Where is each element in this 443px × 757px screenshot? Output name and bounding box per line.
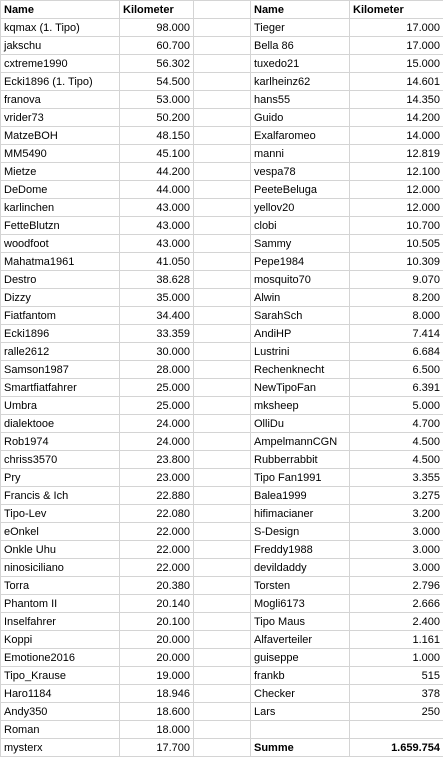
cell-km-right[interactable]: 6.684 xyxy=(350,343,443,361)
spacer-cell[interactable] xyxy=(194,649,251,667)
cell-name-right[interactable]: AmpelmannCGN xyxy=(251,433,350,451)
spacer-cell[interactable] xyxy=(194,127,251,145)
cell-name-right[interactable]: Tipo Fan1991 xyxy=(251,469,350,487)
cell-name-right[interactable]: Freddy1988 xyxy=(251,541,350,559)
spacer-cell[interactable] xyxy=(194,523,251,541)
spacer-cell[interactable] xyxy=(194,55,251,73)
cell-km-left[interactable]: 43.000 xyxy=(120,199,194,217)
spacer-cell[interactable] xyxy=(194,235,251,253)
spacer-cell[interactable] xyxy=(194,667,251,685)
table-row xyxy=(1,721,443,739)
table-row xyxy=(1,415,443,433)
cell-km-left[interactable]: 54.500 xyxy=(120,73,194,91)
cell-name-left[interactable]: Dizzy xyxy=(1,289,120,307)
cell-km-right[interactable]: 14.601 xyxy=(350,73,443,91)
cell-km-right[interactable]: 6.391 xyxy=(350,379,443,397)
cell-name-left[interactable]: mysterx xyxy=(1,739,120,757)
spacer-cell[interactable] xyxy=(194,217,251,235)
cell-name-left[interactable]: franova xyxy=(1,91,120,109)
spacer-cell[interactable] xyxy=(194,73,251,91)
cell-km-left[interactable]: 18.000 xyxy=(120,721,194,739)
spacer-cell[interactable] xyxy=(194,91,251,109)
cell-name-right[interactable] xyxy=(251,721,350,739)
cell-km-left[interactable]: 45.100 xyxy=(120,145,194,163)
spacer-cell[interactable] xyxy=(194,451,251,469)
header-row xyxy=(1,1,443,19)
cell-name-right[interactable]: mosquito70 xyxy=(251,271,350,289)
cell-km-left[interactable]: 18.946 xyxy=(120,685,194,703)
cell-name-right[interactable]: Tipo Maus xyxy=(251,613,350,631)
cell-km-left[interactable]: 20.000 xyxy=(120,631,194,649)
cell-name-left[interactable]: cxtreme1990 xyxy=(1,55,120,73)
cell-name-right[interactable]: Sammy xyxy=(251,235,350,253)
spacer-cell[interactable] xyxy=(194,253,251,271)
cell-name-left[interactable]: eOnkel xyxy=(1,523,120,541)
spacer-cell[interactable] xyxy=(194,271,251,289)
table-row xyxy=(1,703,443,721)
cell-name-left[interactable]: Smartfiatfahrer xyxy=(1,379,120,397)
cell-km-right[interactable]: 250 xyxy=(350,703,443,721)
cell-km-right[interactable]: 9.070 xyxy=(350,271,443,289)
cell-name-left[interactable]: woodfoot xyxy=(1,235,120,253)
cell-name-right[interactable]: yellov20 xyxy=(251,199,350,217)
spacer-cell[interactable] xyxy=(194,397,251,415)
cell-name-left[interactable]: DeDome xyxy=(1,181,120,199)
cell-km-right[interactable]: 3.000 xyxy=(350,523,443,541)
cell-km-right[interactable]: 2.796 xyxy=(350,577,443,595)
cell-km-left[interactable]: 20.140 xyxy=(120,595,194,613)
cell-km-right[interactable]: 3.200 xyxy=(350,505,443,523)
cell-name-left[interactable]: ralle2612 xyxy=(1,343,120,361)
cell-km-right[interactable]: 10.700 xyxy=(350,217,443,235)
spacer-cell[interactable] xyxy=(194,505,251,523)
table-row xyxy=(1,343,443,361)
table-row xyxy=(1,613,443,631)
cell-km-left[interactable]: 38.628 xyxy=(120,271,194,289)
cell-name-left[interactable]: Fiatfantom xyxy=(1,307,120,325)
cell-name-right[interactable]: Lustrini xyxy=(251,343,350,361)
cell-km-left[interactable]: 22.000 xyxy=(120,541,194,559)
table-row xyxy=(1,685,443,703)
cell-km-left[interactable]: 35.000 xyxy=(120,289,194,307)
cell-name-right[interactable]: Rubberrabbit xyxy=(251,451,350,469)
cell-km-left[interactable]: 24.000 xyxy=(120,415,194,433)
cell-name-left[interactable]: Destro xyxy=(1,271,120,289)
cell-name-right[interactable]: clobi xyxy=(251,217,350,235)
cell-km-right[interactable]: 515 xyxy=(350,667,443,685)
spacer-cell[interactable] xyxy=(194,685,251,703)
cell-km-right[interactable]: 12.000 xyxy=(350,199,443,217)
cell-km-left[interactable]: 34.400 xyxy=(120,307,194,325)
cell-km-right[interactable]: 17.000 xyxy=(350,37,443,55)
cell-name-right[interactable]: Mogli6173 xyxy=(251,595,350,613)
table-row xyxy=(1,541,443,559)
spacer-cell[interactable] xyxy=(194,577,251,595)
cell-name-left[interactable]: Ecki1896 (1. Tipo) xyxy=(1,73,120,91)
sum-label[interactable]: Summe xyxy=(251,739,350,757)
table-row xyxy=(1,127,443,145)
header-name-left[interactable]: Name xyxy=(1,1,120,19)
cell-km-right[interactable]: 10.505 xyxy=(350,235,443,253)
cell-name-left[interactable]: Andy350 xyxy=(1,703,120,721)
cell-name-right[interactable]: tuxedo21 xyxy=(251,55,350,73)
cell-name-left[interactable]: Tipo_Krause xyxy=(1,667,120,685)
spacer-cell[interactable] xyxy=(194,289,251,307)
cell-name-left[interactable]: MatzeBOH xyxy=(1,127,120,145)
cell-km-left[interactable]: 53.000 xyxy=(120,91,194,109)
cell-km-left[interactable]: 25.000 xyxy=(120,379,194,397)
cell-name-right[interactable]: Lars xyxy=(251,703,350,721)
cell-name-left[interactable]: Ecki1896 xyxy=(1,325,120,343)
table-row xyxy=(1,235,443,253)
cell-name-left[interactable]: jakschu xyxy=(1,37,120,55)
cell-km-left[interactable]: 25.000 xyxy=(120,397,194,415)
spacer-cell[interactable] xyxy=(194,37,251,55)
cell-name-right[interactable]: Checker xyxy=(251,685,350,703)
cell-name-left[interactable]: chriss3570 xyxy=(1,451,120,469)
spacer-cell[interactable] xyxy=(194,361,251,379)
cell-name-right[interactable]: Guido xyxy=(251,109,350,127)
cell-km-right[interactable]: 4.500 xyxy=(350,433,443,451)
cell-name-right[interactable]: Bella 86 xyxy=(251,37,350,55)
cell-km-right[interactable]: 7.414 xyxy=(350,325,443,343)
spacer-cell[interactable] xyxy=(194,613,251,631)
cell-name-left[interactable]: Haro1184 xyxy=(1,685,120,703)
header-km-right[interactable]: Kilometer xyxy=(350,1,443,19)
cell-km-right[interactable]: 14.350 xyxy=(350,91,443,109)
cell-km-right[interactable]: 12.100 xyxy=(350,163,443,181)
cell-name-left[interactable]: vrider73 xyxy=(1,109,120,127)
table-row xyxy=(1,217,443,235)
cell-km-left[interactable]: 22.880 xyxy=(120,487,194,505)
table-row xyxy=(1,379,443,397)
cell-name-left[interactable]: Tipo-Lev xyxy=(1,505,120,523)
cell-km-right[interactable]: 14.000 xyxy=(350,127,443,145)
table-row xyxy=(1,73,443,91)
cell-name-right[interactable]: AndiHP xyxy=(251,325,350,343)
spacer-cell[interactable] xyxy=(194,181,251,199)
table-row xyxy=(1,487,443,505)
table-row xyxy=(1,361,443,379)
cell-name-left[interactable]: Emotione2016 xyxy=(1,649,120,667)
cell-name-left[interactable]: FetteBlutzn xyxy=(1,217,120,235)
spacer-cell[interactable] xyxy=(194,415,251,433)
cell-km-left[interactable]: 33.359 xyxy=(120,325,194,343)
cell-name-right[interactable]: Rechenknecht xyxy=(251,361,350,379)
cell-km-left[interactable]: 18.600 xyxy=(120,703,194,721)
table-row xyxy=(1,55,443,73)
cell-name-right[interactable]: Tieger xyxy=(251,19,350,37)
cell-km-left[interactable]: 56.302 xyxy=(120,55,194,73)
cell-km-right[interactable]: 3.355 xyxy=(350,469,443,487)
cell-name-right[interactable]: Alfaverteiler xyxy=(251,631,350,649)
cell-km-left[interactable]: 28.000 xyxy=(120,361,194,379)
cell-name-right[interactable]: Balea1999 xyxy=(251,487,350,505)
summary-row xyxy=(1,739,443,757)
spacer-cell[interactable] xyxy=(194,1,251,19)
table-row xyxy=(1,181,443,199)
cell-name-right[interactable]: vespa78 xyxy=(251,163,350,181)
cell-km-left[interactable]: 44.000 xyxy=(120,181,194,199)
cell-km-left[interactable]: 23.000 xyxy=(120,469,194,487)
spacer-cell[interactable] xyxy=(194,325,251,343)
spacer-cell[interactable] xyxy=(194,559,251,577)
cell-km-left[interactable]: 22.000 xyxy=(120,523,194,541)
spacer-cell[interactable] xyxy=(194,379,251,397)
cell-km-left[interactable]: 19.000 xyxy=(120,667,194,685)
cell-name-left[interactable]: karlinchen xyxy=(1,199,120,217)
cell-name-right[interactable]: manni xyxy=(251,145,350,163)
cell-km-right[interactable]: 3.000 xyxy=(350,559,443,577)
cell-name-left[interactable]: Rob1974 xyxy=(1,433,120,451)
cell-name-left[interactable]: dialektooe xyxy=(1,415,120,433)
table-row xyxy=(1,325,443,343)
spacer-cell[interactable] xyxy=(194,703,251,721)
cell-name-left[interactable]: Onkle Uhu xyxy=(1,541,120,559)
cell-km-right[interactable]: 17.000 xyxy=(350,19,443,37)
table-row xyxy=(1,163,443,181)
cell-name-left[interactable]: MM5490 xyxy=(1,145,120,163)
spacer-cell[interactable] xyxy=(194,469,251,487)
cell-name-right[interactable]: OlliDu xyxy=(251,415,350,433)
cell-km-left[interactable]: 17.700 xyxy=(120,739,194,757)
cell-km-left[interactable]: 30.000 xyxy=(120,343,194,361)
table-row xyxy=(1,505,443,523)
cell-name-left[interactable]: Pry xyxy=(1,469,120,487)
cell-name-left[interactable]: ninosiciliano xyxy=(1,559,120,577)
table-row xyxy=(1,91,443,109)
spacer-cell[interactable] xyxy=(194,307,251,325)
cell-km-left[interactable]: 22.080 xyxy=(120,505,194,523)
cell-km-left[interactable]: 44.200 xyxy=(120,163,194,181)
table-row xyxy=(1,145,443,163)
table-row xyxy=(1,523,443,541)
spacer-cell[interactable] xyxy=(194,199,251,217)
cell-name-right[interactable]: S-Design xyxy=(251,523,350,541)
spacer-cell[interactable] xyxy=(194,343,251,361)
spacer-cell[interactable] xyxy=(194,541,251,559)
cell-name-right[interactable]: SarahSch xyxy=(251,307,350,325)
cell-name-right[interactable]: guiseppe xyxy=(251,649,350,667)
table-row xyxy=(1,307,443,325)
cell-km-left[interactable]: 50.200 xyxy=(120,109,194,127)
cell-name-right[interactable]: NewTipoFan xyxy=(251,379,350,397)
table-row xyxy=(1,253,443,271)
cell-name-right[interactable]: Exalfaromeo xyxy=(251,127,350,145)
cell-km-right[interactable] xyxy=(350,721,443,739)
table-row xyxy=(1,397,443,415)
cell-km-right[interactable]: 1.161 xyxy=(350,631,443,649)
header-name-right[interactable]: Name xyxy=(251,1,350,19)
cell-km-left[interactable]: 24.000 xyxy=(120,433,194,451)
cell-km-left[interactable]: 20.100 xyxy=(120,613,194,631)
cell-km-right[interactable]: 3.000 xyxy=(350,541,443,559)
cell-km-left[interactable]: 20.000 xyxy=(120,649,194,667)
cell-name-right[interactable]: frankb xyxy=(251,667,350,685)
spacer-cell[interactable] xyxy=(194,109,251,127)
cell-km-left[interactable]: 48.150 xyxy=(120,127,194,145)
table-row xyxy=(1,577,443,595)
cell-km-right[interactable]: 2.666 xyxy=(350,595,443,613)
cell-name-left[interactable]: Mahatma1961 xyxy=(1,253,120,271)
table-row xyxy=(1,559,443,577)
cell-name-left[interactable]: Samson1987 xyxy=(1,361,120,379)
cell-km-right[interactable]: 14.200 xyxy=(350,109,443,127)
cell-km-right[interactable]: 4.500 xyxy=(350,451,443,469)
cell-km-right[interactable]: 6.500 xyxy=(350,361,443,379)
cell-km-left[interactable]: 22.000 xyxy=(120,559,194,577)
table-row xyxy=(1,649,443,667)
cell-name-left[interactable]: Francis & Ich xyxy=(1,487,120,505)
table-body xyxy=(1,1,443,757)
cell-km-left[interactable]: 20.380 xyxy=(120,577,194,595)
spacer-cell[interactable] xyxy=(194,721,251,739)
table-row xyxy=(1,469,443,487)
cell-name-right[interactable]: hifimacianer xyxy=(251,505,350,523)
table-row xyxy=(1,433,443,451)
table-row xyxy=(1,37,443,55)
cell-name-left[interactable]: Umbra xyxy=(1,397,120,415)
cell-km-left[interactable]: 43.000 xyxy=(120,217,194,235)
cell-name-left[interactable]: kqmax (1. Tipo) xyxy=(1,19,120,37)
table-row xyxy=(1,271,443,289)
cell-km-right[interactable]: 8.000 xyxy=(350,307,443,325)
spacer-cell[interactable] xyxy=(194,145,251,163)
spacer-cell[interactable] xyxy=(194,163,251,181)
cell-name-left[interactable]: Koppi xyxy=(1,631,120,649)
cell-km-left[interactable]: 60.700 xyxy=(120,37,194,55)
cell-km-right[interactable]: 12.000 xyxy=(350,181,443,199)
table-row xyxy=(1,667,443,685)
cell-name-right[interactable]: mksheep xyxy=(251,397,350,415)
table-row xyxy=(1,199,443,217)
cell-km-right[interactable]: 2.400 xyxy=(350,613,443,631)
spacer-cell[interactable] xyxy=(194,487,251,505)
spacer-cell[interactable] xyxy=(194,595,251,613)
cell-name-left[interactable]: Mietze xyxy=(1,163,120,181)
cell-name-left[interactable]: Roman xyxy=(1,721,120,739)
cell-km-right[interactable]: 378 xyxy=(350,685,443,703)
cell-km-right[interactable]: 8.200 xyxy=(350,289,443,307)
cell-km-left[interactable]: 98.000 xyxy=(120,19,194,37)
spacer-cell[interactable] xyxy=(194,433,251,451)
cell-km-right[interactable]: 3.275 xyxy=(350,487,443,505)
spacer-cell[interactable] xyxy=(194,19,251,37)
cell-km-right[interactable]: 1.000 xyxy=(350,649,443,667)
table-row xyxy=(1,19,443,37)
cell-name-right[interactable]: Torsten xyxy=(251,577,350,595)
cell-name-right[interactable]: PeeteBeluga xyxy=(251,181,350,199)
spacer-cell[interactable] xyxy=(194,739,251,757)
cell-km-left[interactable]: 43.000 xyxy=(120,235,194,253)
table-row xyxy=(1,109,443,127)
cell-km-right[interactable]: 10.309 xyxy=(350,253,443,271)
cell-name-right[interactable]: devildaddy xyxy=(251,559,350,577)
cell-km-left[interactable]: 41.050 xyxy=(120,253,194,271)
cell-name-left[interactable]: Torra xyxy=(1,577,120,595)
table-row xyxy=(1,595,443,613)
cell-km-right[interactable]: 5.000 xyxy=(350,397,443,415)
cell-name-right[interactable]: hans55 xyxy=(251,91,350,109)
cell-km-right[interactable]: 12.819 xyxy=(350,145,443,163)
header-km-left[interactable]: Kilometer xyxy=(120,1,194,19)
cell-name-right[interactable]: Alwin xyxy=(251,289,350,307)
cell-name-right[interactable]: karlheinz62 xyxy=(251,73,350,91)
cell-name-left[interactable]: Phantom II xyxy=(1,595,120,613)
table-row xyxy=(1,289,443,307)
cell-km-left[interactable]: 23.800 xyxy=(120,451,194,469)
cell-km-right[interactable]: 15.000 xyxy=(350,55,443,73)
cell-name-right[interactable]: Pepe1984 xyxy=(251,253,350,271)
sum-value[interactable]: 1.659.754 xyxy=(350,739,443,757)
table-row xyxy=(1,631,443,649)
cell-km-right[interactable]: 4.700 xyxy=(350,415,443,433)
table-row xyxy=(1,451,443,469)
spacer-cell[interactable] xyxy=(194,631,251,649)
cell-name-left[interactable]: Inselfahrer xyxy=(1,613,120,631)
